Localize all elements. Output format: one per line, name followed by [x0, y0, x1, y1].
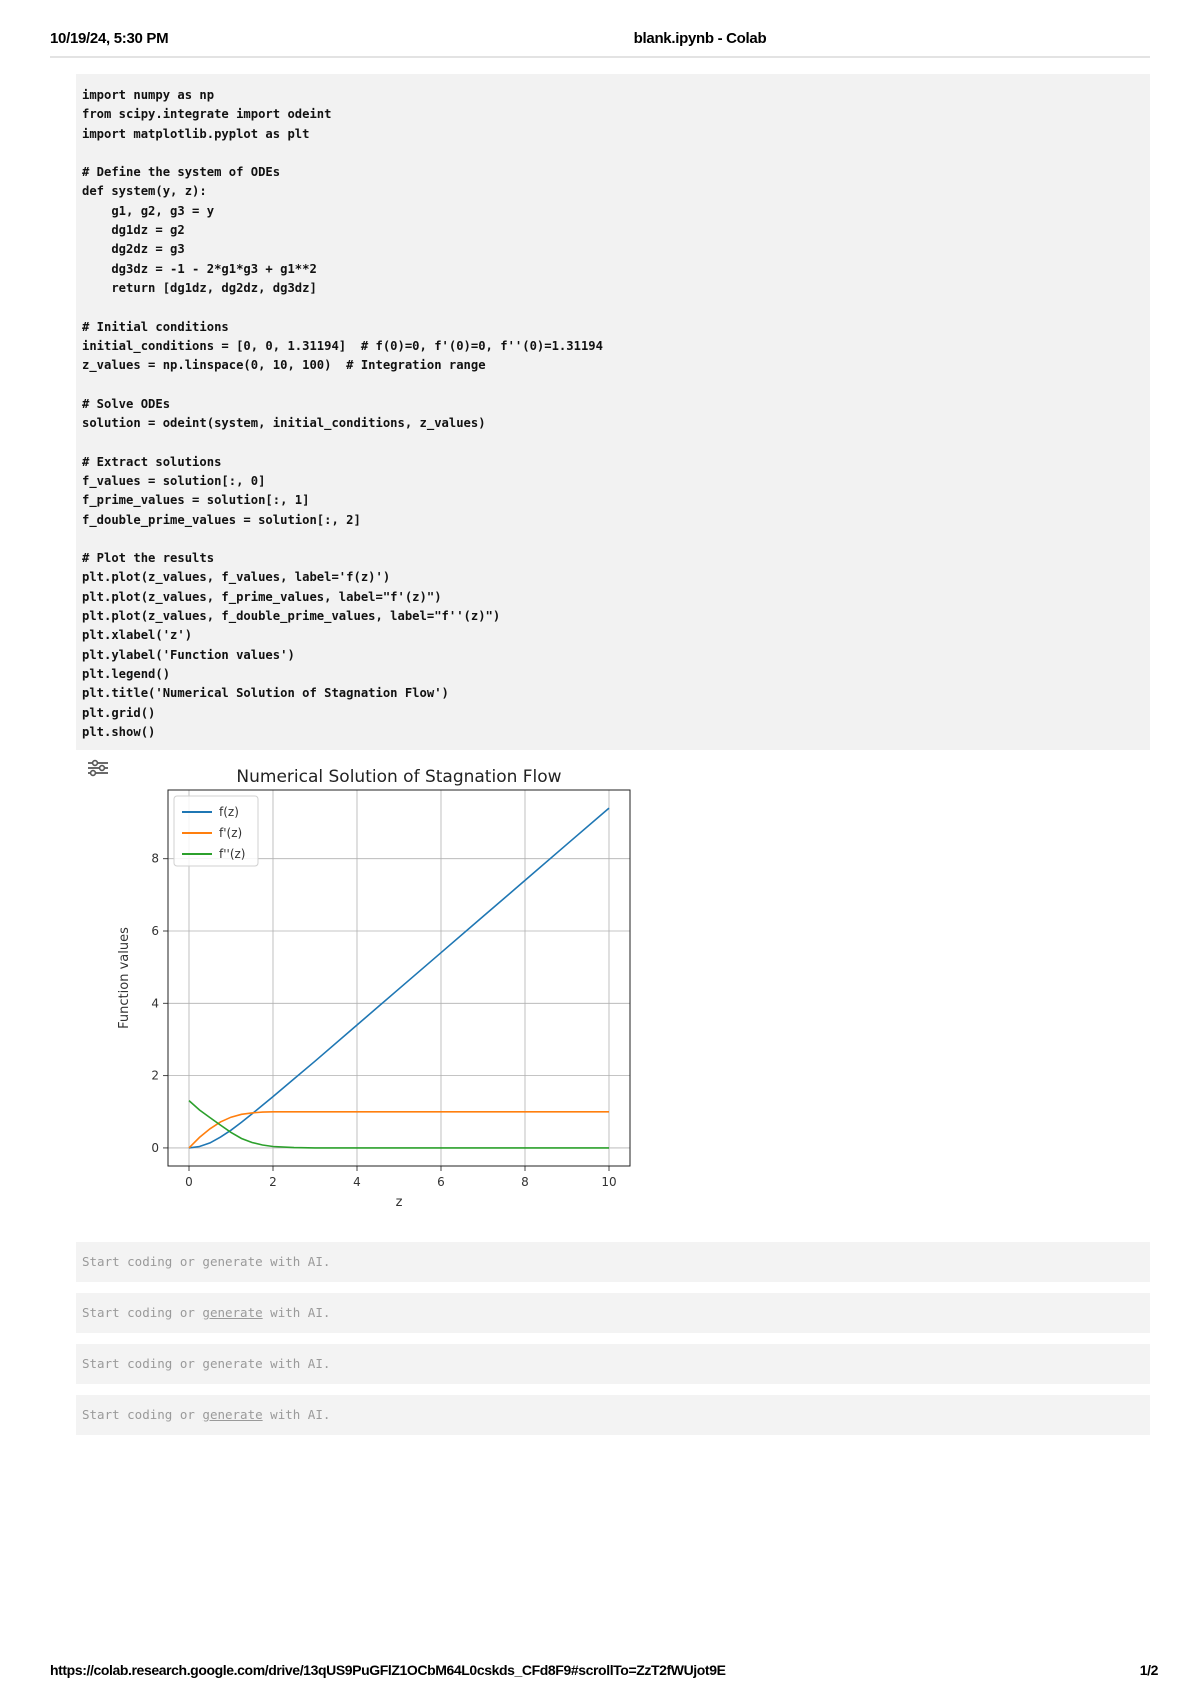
y-tick-label: 0: [151, 1140, 159, 1155]
y-axis-label: Function values: [117, 927, 132, 1029]
generate-link[interactable]: generate: [202, 1305, 263, 1320]
x-tick-label: 8: [521, 1175, 529, 1189]
y-tick-label: 2: [151, 1068, 159, 1083]
x-tick-label: 2: [269, 1175, 277, 1189]
series-line-2: [189, 1101, 609, 1148]
code-cell[interactable]: [76, 74, 1150, 750]
cell-placeholder: Start coding or generate with AI.: [82, 1356, 331, 1371]
x-tick-label: 6: [437, 1175, 445, 1189]
empty-code-cell[interactable]: [76, 1344, 1150, 1384]
output-options-icon[interactable]: [86, 758, 110, 778]
empty-code-cell[interactable]: [76, 1293, 1150, 1333]
legend-label-1: f'(z): [219, 826, 243, 840]
cell-placeholder: Start coding or generate with AI.: [82, 1305, 331, 1320]
chart-title: Numerical Solution of Stagnation Flow: [236, 767, 562, 787]
y-tick-label: 4: [151, 996, 159, 1011]
code-editor[interactable]: import numpy as np from scipy.integrate import odeint import matplotlib.pyplot as plt # Define the system of ODEs def system(y, z): g1, g2, g3 = y dg1dz = g2 dg2dz = g3 dg3dz = -1 - 2*g1*g3 + g1**2 return [dg1dz, dg2dz, dg3dz] # Initial conditions initial_conditions = [0, 0, 1.31194] # f(0)=0, f'(0)=0, f''(0)=1.31194 z_values = np.linspace(0, 10, 100) # Integration range # Solve ODEs solution = odeint(system, initial_conditions, z_values) # Extract solutions f_values = solution[:, 0] f_prime_values = solution[:, 1] f_double_prime_values = solution[:, 2] # Plot the results plt.plot(z_values, f_values, label='f(z)') plt.plot(z_values, f_prime_values, label="f'(z)") plt.plot(z_values, f_double_prime_values, label="f''(z)") plt.xlabel('z') plt.ylabel('Function values') plt.legend() plt.title('Numerical Solution of Stagnation Flow') plt.grid() plt.show(): [82, 88, 603, 739]
x-tick-label: 10: [601, 1175, 617, 1189]
page-url: https://colab.research.google.com/drive/13qUS9PuGFlZ1OCbM64L0cskds_CFd8F9#scrollTo=ZzT2fWUjot9E: [50, 1662, 726, 1678]
legend-label-2: f''(z): [219, 847, 246, 861]
legend-label-0: f(z): [219, 805, 239, 819]
y-tick-label: 6: [151, 924, 159, 938]
x-axis-label: z: [395, 1195, 403, 1210]
empty-code-cell[interactable]: [76, 1242, 1150, 1282]
cell-placeholder: Start coding or generate with AI.: [82, 1254, 331, 1269]
stagnation-flow-chart: [110, 760, 700, 1230]
generate-link[interactable]: generate: [202, 1407, 263, 1422]
y-tick-label: 8: [151, 851, 159, 866]
print-datetime: 10/19/24, 5:30 PM: [50, 30, 169, 47]
x-tick-label: 4: [353, 1175, 361, 1189]
page-number: 1/2: [1139, 1662, 1158, 1678]
empty-code-cell[interactable]: [76, 1395, 1150, 1435]
header-divider: [50, 56, 1150, 58]
document-title: blank.ipynb - Colab: [633, 30, 767, 47]
x-tick-label: 0: [185, 1175, 193, 1189]
cell-placeholder: Start coding or generate with AI.: [82, 1407, 331, 1422]
